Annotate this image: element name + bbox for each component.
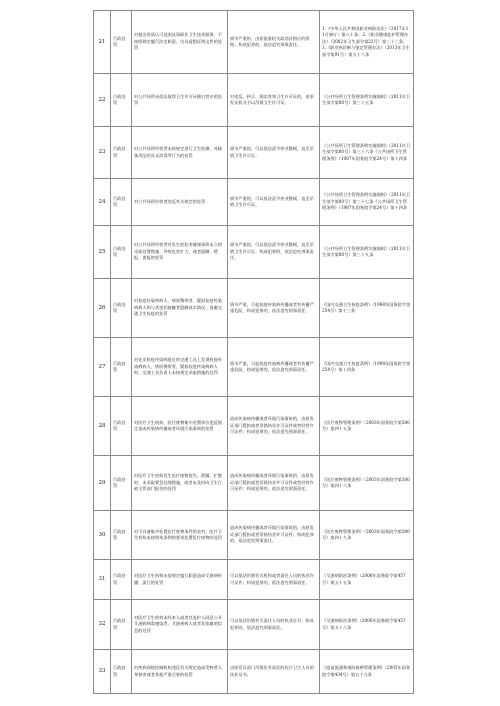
row-matter: 对医疗卫生机构发生医疗废物流失、泄漏、扩散时，未采取紧急处理措施，或者未及时向卫生行政主管部门报告的处罚: [132, 456, 228, 511]
row-matter: 对医疗卫生机构未经本人或者其监护人同意公开艾滋病病毒感染者、艾滋病病人或者其家属的信息的处罚: [132, 600, 228, 650]
row-condition: 对违反、转让、倒卖有效卫生许可证的，由原发证机关予以吊销卫生许可证。: [228, 74, 320, 127]
row-legal-basis: 《艾滋病防治条例》（2006年国务院令第457号）第五十六条: [320, 600, 414, 650]
row-category: 行政处罚: [111, 600, 132, 650]
row-matter: 对不具备集中处置医疗废物条件的农村，医疗卫生机构未按照本条例的要求处置医疗废物的处罚: [132, 511, 228, 560]
row-matter: 对公共场所经营者对发生的危害健康事故未立即采取处置措施、导致危害扩大，或者隐瞒、缓报、谎报的处罚: [132, 226, 228, 279]
row-legal-basis: 《公共场所卫生管理条例实施细则》（2011年卫生部令第80号）第三十五条: [320, 74, 414, 127]
row-condition: 造成传染病传播或者环境污染事故的，由原发证部门暂扣或者吊销执业许可证件或者经营许可证件；构成犯罪的，依法追究刑事责任。: [228, 397, 320, 456]
row-number: 32: [94, 600, 111, 650]
row-number: 28: [94, 397, 111, 456]
row-category: 行政处罚: [111, 397, 132, 456]
row-number: 33: [94, 650, 111, 694]
table-row: [94, 456, 414, 511]
row-legal-basis: 《医疗废物管理条例》（2003年国务院令第380号）第四十九条: [320, 511, 414, 560]
table-row: [94, 511, 414, 560]
row-matter: 对医疗卫生机构、医疗废物集中处置单位违反规定造成传染病传播或者环境污染事故的处罚: [132, 397, 228, 456]
row-legal-basis: 《公共场所卫生管理条例实施细则》（2011年卫生部令第80号）第三十九条: [320, 226, 414, 279]
row-category: 行政处罚: [111, 338, 132, 397]
row-number: 29: [94, 456, 111, 511]
row-category: 行政处罚: [111, 11, 132, 74]
row-legal-basis: 《公共场所卫生管理条例实施细则》（2011年卫生部令第80号）第三十七条《公共场所卫生管理条例》（1987年国务院令第24号）第十四条: [320, 179, 414, 226]
table-row: [94, 226, 414, 279]
row-matter: 对超出资质认可范围从事职业卫生技术服务、不按照规定履行法定职责，出具虚假证明文件的处罚: [132, 11, 228, 74]
row-legal-basis: 《医疗废物管理条例》（2003年国务院令第380号）第四十五条: [320, 397, 414, 456]
row-category: 行政处罚: [111, 511, 132, 560]
row-condition: 由原发证部门吊销负有责任的医疗卫生人员的执业证书。: [228, 650, 320, 694]
table-row: [94, 11, 414, 74]
row-condition: 情节严重，引起检疫传染病传播或者有传播严重危险，构成犯罪的，依法追究刑事责任。: [228, 338, 320, 397]
row-matter: 对在非检疫传染病疫区的交通工具上发现检疫传染病病人、病原携带者、疑似检疫传染病病人时，交通工具负责人未按规定采取措施的处罚: [132, 338, 228, 397]
row-category: 行政处罚: [111, 650, 132, 694]
row-number: 21: [94, 11, 111, 74]
row-condition: 情节严重的，可以依法责令停业整顿，直至吊销卫生许可证。构成犯罪的，依法追究刑事责任。: [228, 226, 320, 279]
row-number: 24: [94, 179, 111, 226]
row-condition: 造成传染病传播或者环境污染事故的，由原发证部门暂扣或者吊销执业许可证件或者经营许可证件；构成犯罪的，依法追究刑事责任。: [228, 456, 320, 511]
row-condition: 情节严重，引起检疫传染病传播或者有传播严重危险，构成犯罪的，依法追究刑事责任。: [228, 279, 320, 338]
row-number: 30: [94, 511, 111, 560]
row-matter: 对公共场所未依法取得卫生许可证擅自营业的处罚: [132, 74, 228, 127]
row-condition: 情节严重的，可以依法责令停业整顿，直至吊销卫生许可证。: [228, 179, 320, 226]
table-row: [94, 279, 414, 338]
row-matter: 对检疫传染病病人、病原携带者、疑似检疫传染病病人和与其密切接触者隐瞒真实情况、逃避交通卫生检疫的处罚: [132, 279, 228, 338]
row-category: 行政处罚: [111, 179, 132, 226]
row-condition: 情节严重的，可以依法责令停业整顿，直至吊销卫生许可证。: [228, 127, 320, 179]
row-category: 行政处罚: [111, 456, 132, 511]
row-number: 26: [94, 279, 111, 338]
row-legal-basis: 《艾滋病防治条例》（2006年国务院令第457号）第五十五条: [320, 560, 414, 600]
row-condition: 可以依法吊销有关机构或者责任人员的执业许可证件；构成犯罪的，依法追究刑事责任。: [228, 560, 320, 600]
table-row: [94, 650, 414, 694]
row-matter: 对公共场所经营者未按规定进行卫生检测、对顾客用品用具未消毒等行为的处罚: [132, 127, 228, 179]
penalty-table: [93, 10, 414, 694]
row-condition: 情节严重的，由原批准机关取消其相应的资格；构成犯罪的，依法追究刑事责任。: [228, 11, 320, 74]
table-row: [94, 74, 414, 127]
row-legal-basis: 《国内交通卫生检疫条例》（1998年国务院令第254号）第十四条: [320, 338, 414, 397]
row-condition: 可以依法吊销有关责任人员的执业证书；构成犯罪的，依法追究刑事责任。: [228, 600, 320, 650]
table-row: [94, 397, 414, 456]
row-legal-basis: 《医疗废物管理条例》（2003年国务院令第380号）第四十六条: [320, 456, 414, 511]
row-legal-basis: 1.《中华人民共和国职业病防治法》（2017年11月修订）第八十条；2.《职业健康监护管理办法》（2002年卫生部令第23号）第三十三条；3.《职业病诊断与鉴定管理办法》（2013年卫生部令第91号）第五十六条: [320, 11, 414, 74]
row-number: 23: [94, 127, 111, 179]
row-number: 31: [94, 560, 111, 600]
row-category: 行政处罚: [111, 74, 132, 127]
table-row: [94, 179, 414, 226]
row-category: 行政处罚: [111, 279, 132, 338]
row-category: 行政处罚: [111, 127, 132, 179]
row-condition: 造成传染病传播或者环境污染事故的，由原发证部门暂扣或者吊销执业许可证件；构成犯罪的，依法追究刑事责任。: [228, 511, 320, 560]
row-number: 27: [94, 338, 111, 397]
row-number: 25: [94, 226, 111, 279]
table-row: [94, 560, 414, 600]
table-body: [94, 11, 414, 694]
row-number: 22: [94, 74, 111, 127]
document-table-container: [93, 10, 413, 694]
row-matter: 对公共场所经营者违反有关规定的处罚: [132, 179, 228, 226]
row-category: 行政处罚: [111, 226, 132, 279]
row-legal-basis: 《公共场所卫生管理条例实施细则》（2011年卫生部令第80号）第三十六条《公共场所卫生管理条例》（1987年国务院令第24号）第十四条: [320, 127, 414, 179]
table-row: [94, 338, 414, 397]
row-category: 行政处罚: [111, 560, 132, 600]
row-legal-basis: 《疫苗流通和预防接种管理条例》（2005年国务院令第434号）第五十九条: [320, 650, 414, 694]
row-matter: 对疾病预防控制机构违反有关规定造成受种者人身损害或者其他严重后果的处罚: [132, 650, 228, 694]
table-row: [94, 600, 414, 650]
table-row: [94, 127, 414, 179]
row-legal-basis: 《国内交通卫生检疫条例》（1998年国务院令第254号）第十三条: [320, 279, 414, 338]
row-matter: 对医疗卫生机构未依规定履行职责造成艾滋病传播、流行的处罚: [132, 560, 228, 600]
